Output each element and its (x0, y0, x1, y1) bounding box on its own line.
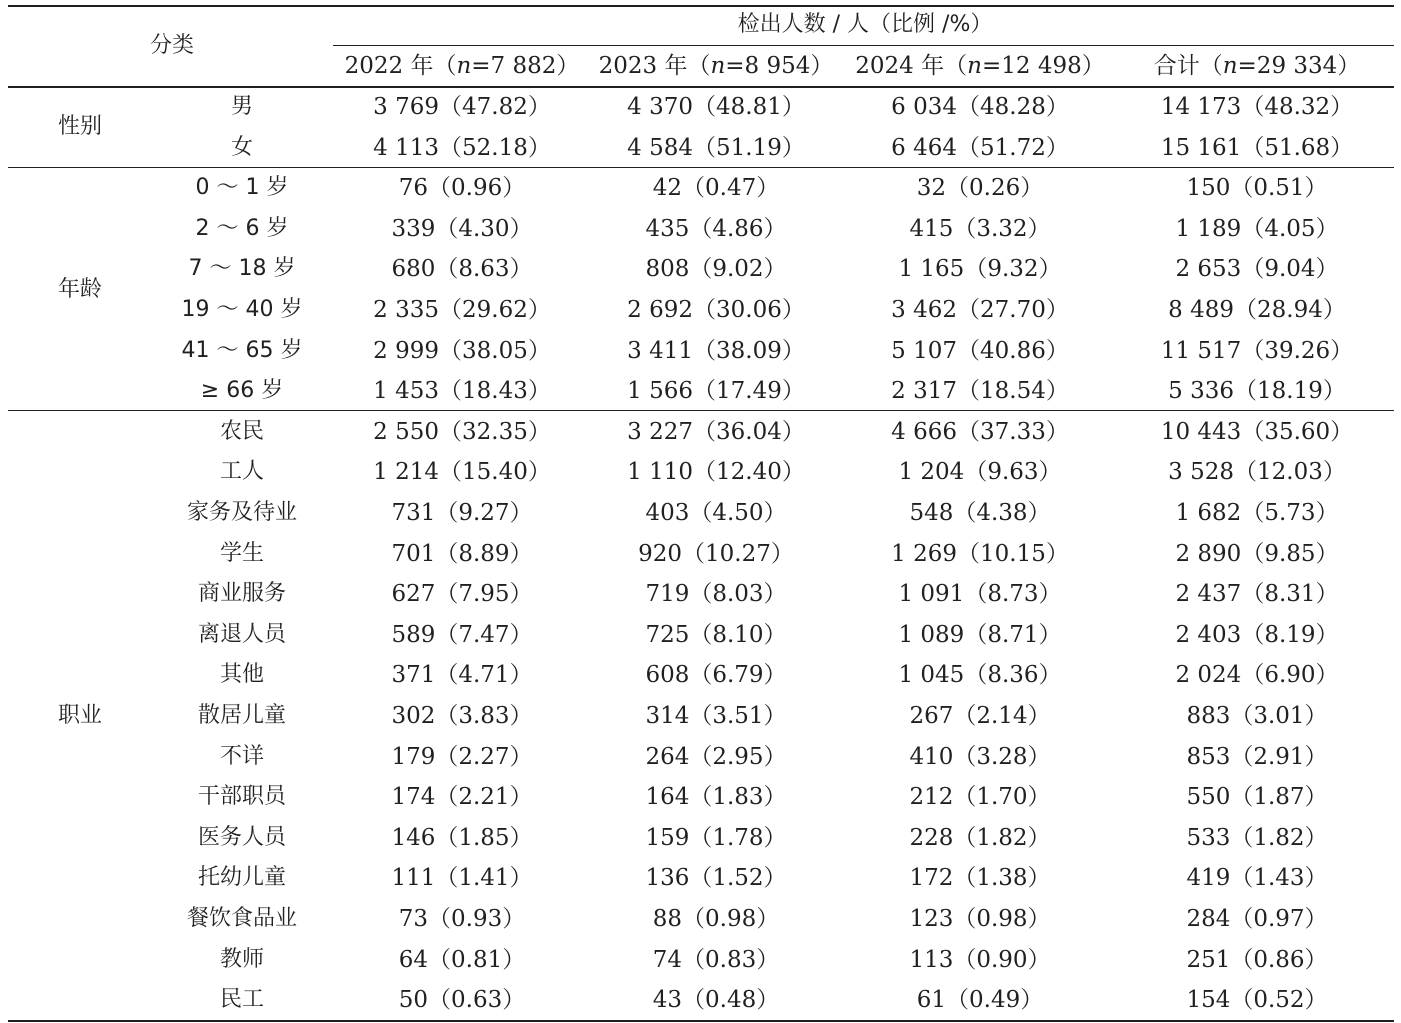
row-label: 工人 (219, 459, 265, 485)
column-header (599, 52, 834, 80)
table-cell: 1 453（18.43） (373, 378, 551, 405)
table-cell: 32（0.26） (916, 175, 1044, 202)
column-header (345, 52, 580, 80)
table-cell: 3 227（36.04） (627, 418, 805, 445)
table-cell: 701（8.89） (391, 540, 533, 567)
table-cell: 88（0.98） (652, 906, 780, 932)
table-cell: 267（2.14） (909, 703, 1051, 729)
sample-size-value: =7 882） (471, 53, 580, 79)
row-label: 其他 (219, 662, 265, 688)
category-header: 分类 (149, 33, 195, 58)
sample-size-value: =29 334） (1237, 53, 1361, 79)
row-label: 7 ～ 18 岁 (188, 256, 296, 282)
table-cell: 212（1.70） (909, 784, 1051, 811)
row-label: 餐饮食品业 (186, 906, 298, 931)
table-cell: 4 113（52.18） (373, 134, 551, 161)
table-cell: 2 437（8.31） (1175, 581, 1339, 608)
row-label: 农民 (219, 418, 265, 444)
table-cell: 1 204（9.63） (898, 459, 1062, 486)
table-cell: 2 890（9.85） (1175, 540, 1339, 567)
table-cell: 5 336（18.19） (1168, 378, 1346, 405)
row-label: 教师 (219, 946, 265, 972)
row-label: 医务人员 (197, 824, 287, 850)
table-cell: 1 089（8.71） (898, 621, 1062, 648)
table-cell: 228（1.82） (909, 824, 1051, 851)
table-cell: 339（4.30） (391, 215, 533, 242)
table-cell: 2 403（8.19） (1175, 621, 1339, 648)
table-cell: 302（3.83） (391, 703, 533, 729)
row-label: 学生 (219, 540, 265, 566)
table-cell: 403（4.50） (645, 500, 787, 526)
section-divider-2 (8, 410, 1394, 411)
table-cell: 2 024（6.90） (1175, 662, 1339, 689)
row-label: 托幼儿童 (197, 865, 287, 891)
table-cell: 15 161（51.68） (1160, 134, 1354, 161)
row-label: 干部职员 (197, 784, 287, 810)
column-header (855, 52, 1104, 80)
table-cell: 4 584（51.19） (627, 134, 805, 161)
group-header: 检出人数 / 人（比例 /%） (737, 12, 993, 37)
column-header (1154, 52, 1361, 80)
sample-size-symbol: n (1222, 53, 1238, 79)
table-cell: 11 517（39.26） (1160, 337, 1354, 364)
table-cell: 42（0.47） (652, 175, 780, 202)
sample-size-symbol: n (967, 53, 982, 79)
row-label: 民工 (219, 987, 265, 1013)
table-cell: 719（8.03） (645, 581, 787, 608)
row-label: 男 (230, 94, 254, 119)
table-cell: 314（3.51） (645, 703, 787, 729)
section-label: 职业 (57, 703, 103, 728)
table-cell: 3 411（38.09） (627, 337, 805, 364)
column-header-prefix: 合计（ (1153, 53, 1223, 79)
table-cell: 61（0.49） (916, 987, 1044, 1014)
table-cell: 608（6.79） (645, 662, 787, 689)
row-label: 商业服务 (197, 581, 287, 607)
sample-size-value: =12 498） (981, 53, 1105, 79)
table-cell: 371（4.71） (391, 662, 533, 689)
table-cell: 172（1.38） (909, 865, 1051, 892)
table-cell: 146（1.85） (391, 824, 533, 851)
table-cell: 6 034（48.28） (891, 94, 1069, 120)
table-cell: 2 335（29.62） (373, 297, 551, 323)
group-underline (333, 45, 1394, 46)
table-cell: 1 110（12.40） (627, 459, 805, 486)
table-cell: 3 769（47.82） (373, 94, 551, 120)
table-cell: 410（3.28） (909, 743, 1051, 770)
column-header-prefix: 2023 年（ (598, 53, 711, 79)
row-label: 家务及待业 (186, 500, 298, 525)
table-cell: 1 682（5.73） (1175, 500, 1339, 526)
table-cell: 419（1.43） (1186, 865, 1328, 892)
table-cell: 415（3.32） (909, 215, 1051, 242)
table-cell: 113（0.90） (909, 946, 1051, 973)
row-label: 离退人员 (197, 621, 287, 647)
column-header-prefix: 2024 年（ (855, 53, 968, 79)
table-cell: 164（1.83） (645, 784, 787, 811)
table-cell: 3 528（12.03） (1168, 459, 1346, 486)
table-cell: 136（1.52） (645, 865, 787, 892)
table-cell: 1 091（8.73） (898, 581, 1062, 608)
sample-size-symbol: n (710, 53, 726, 79)
row-label: 女 (230, 134, 254, 160)
sample-size-symbol: n (456, 53, 472, 79)
table-cell: 179（2.27） (391, 743, 533, 770)
table-cell: 2 550（32.35） (373, 418, 551, 445)
table-cell: 123（0.98） (909, 906, 1051, 932)
table-cell: 1 165（9.32） (898, 256, 1062, 283)
table-cell: 853（2.91） (1186, 743, 1328, 770)
table-cell: 74（0.83） (652, 946, 780, 973)
table-cell: 3 462（27.70） (891, 297, 1069, 323)
table-cell: 264（2.95） (645, 743, 787, 770)
table-cell: 4 370（48.81） (627, 94, 805, 120)
row-label: 41 ～ 65 岁 (181, 337, 303, 363)
sample-size-value: =8 954） (725, 53, 834, 79)
table-cell: 284（0.97） (1186, 906, 1328, 932)
table-cell: 111（1.41） (391, 865, 533, 892)
row-label: 19 ～ 40 岁 (181, 297, 303, 322)
header-rule (8, 86, 1394, 88)
table-cell: 1 189（4.05） (1175, 215, 1339, 242)
table-cell: 14 173（48.32） (1160, 94, 1354, 120)
table-cell: 159（1.78） (645, 824, 787, 851)
table-cell: 43（0.48） (652, 987, 780, 1014)
table-cell: 1 214（15.40） (373, 459, 551, 486)
table-cell: 1 269（10.15） (891, 540, 1069, 567)
table-cell: 680（8.63） (391, 256, 533, 283)
row-label: 散居儿童 (197, 703, 287, 728)
table-cell: 4 666（37.33） (891, 418, 1069, 445)
table-cell: 883（3.01） (1186, 703, 1328, 729)
table-cell: 725（8.10） (645, 621, 787, 648)
table-cell: 808（9.02） (645, 256, 787, 283)
table-cell: 150（0.51） (1186, 175, 1328, 202)
table-cell: 920（10.27） (638, 540, 794, 567)
table-cell: 6 464（51.72） (891, 134, 1069, 161)
section-label: 年龄 (57, 276, 103, 302)
table-cell: 589（7.47） (391, 621, 533, 648)
table-cell: 2 999（38.05） (373, 337, 551, 364)
table-cell: 435（4.86） (645, 215, 787, 242)
table-cell: 1 566（17.49） (627, 378, 805, 405)
row-label: 不详 (219, 743, 265, 769)
table-cell: 2 692（30.06） (627, 297, 805, 323)
table-cell: 548（4.38） (909, 500, 1051, 526)
row-label: ≥ 66 岁 (200, 378, 284, 404)
table-cell: 8 489（28.94） (1168, 297, 1346, 323)
row-label: 0 ～ 1 岁 (195, 175, 289, 201)
table-cell: 5 107（40.86） (891, 337, 1069, 364)
table-cell: 73（0.93） (398, 906, 526, 932)
table-cell: 731（9.27） (391, 500, 533, 526)
table-cell: 154（0.52） (1186, 987, 1328, 1014)
table-cell: 174（2.21） (391, 784, 533, 811)
section-label: 性别 (57, 114, 103, 140)
table-cell: 50（0.63） (398, 987, 526, 1014)
top-rule (8, 5, 1394, 7)
table-cell: 2 317（18.54） (891, 378, 1069, 405)
bottom-rule (8, 1020, 1394, 1022)
table-cell: 64（0.81） (398, 946, 526, 973)
table-cell: 76（0.96） (398, 175, 526, 202)
table-cell: 550（1.87） (1186, 784, 1328, 811)
table-cell: 10 443（35.60） (1160, 418, 1354, 445)
table-cell: 1 045（8.36） (898, 662, 1062, 689)
column-header-prefix: 2022 年（ (344, 53, 457, 79)
row-label: 2 ～ 6 岁 (195, 215, 289, 241)
table-cell: 2 653（9.04） (1175, 256, 1339, 283)
section-divider-1 (8, 167, 1394, 168)
table-cell: 627（7.95） (391, 581, 533, 608)
table-cell: 251（0.86） (1186, 946, 1328, 973)
table-cell: 533（1.82） (1186, 824, 1328, 851)
